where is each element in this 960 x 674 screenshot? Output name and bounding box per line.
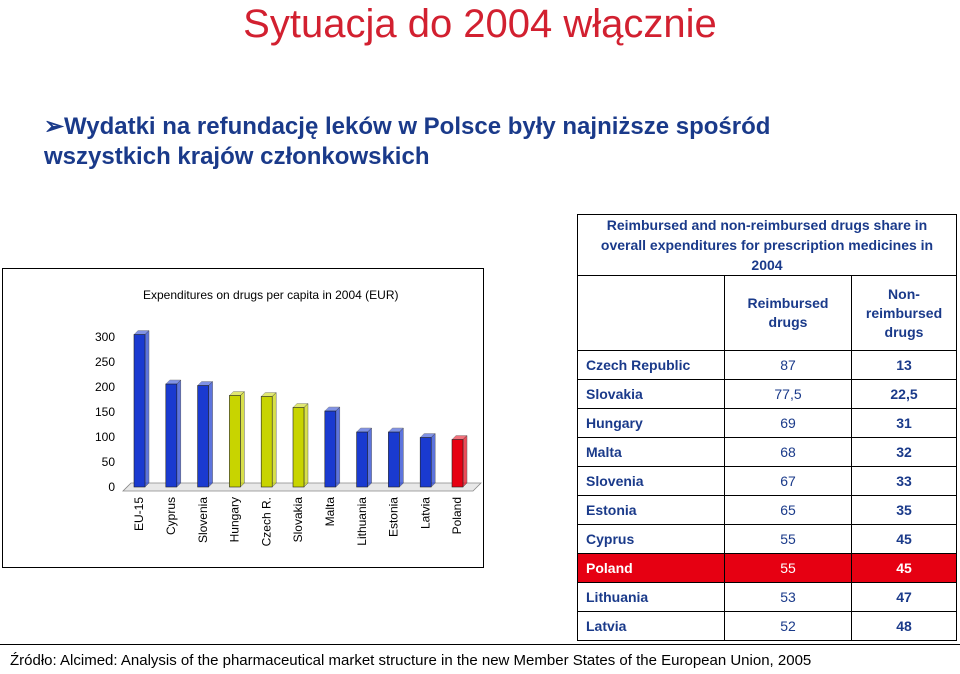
table-title: Reimbursed and non-reimbursed drugs share in overall expenditures for prescription medicines in 2004: [578, 215, 957, 276]
cell-nonreimbursed: 31: [852, 409, 957, 438]
cell-reimbursed: 67: [725, 467, 852, 496]
table-title-row: [578, 215, 957, 276]
cell-country: Poland: [578, 554, 725, 583]
bar-front: [166, 384, 177, 487]
table-row: [578, 409, 957, 438]
bar-front: [325, 411, 336, 487]
bullet-line-2: wszystkich krajów członkowskich: [44, 143, 430, 170]
bar-front: [198, 386, 209, 488]
bar-side: [304, 404, 308, 488]
table-row: [578, 554, 957, 583]
bar: [134, 331, 149, 488]
table-body: [578, 351, 957, 641]
table-row: [578, 351, 957, 380]
cell-nonreimbursed: 45: [852, 525, 957, 554]
cell-reimbursed: 65: [725, 496, 852, 525]
bar-front: [357, 432, 368, 487]
cell-country: Hungary: [578, 409, 725, 438]
slide-title: Sytuacja do 2004 włącznie: [243, 2, 717, 46]
bar: [325, 407, 340, 487]
bar-front: [261, 397, 272, 488]
bar-front: [134, 335, 145, 488]
arrow-bullet-icon: ➢: [44, 113, 65, 140]
source-divider: [0, 644, 960, 645]
cell-country: Latvia: [578, 612, 725, 641]
bar-front: [293, 408, 304, 488]
cell-reimbursed: 52: [725, 612, 852, 641]
share-table-container: [577, 214, 957, 634]
chart-title: Expenditures on drugs per capita in 2004 (EUR): [143, 288, 399, 302]
bar: [420, 434, 435, 488]
cell-reimbursed: 55: [725, 554, 852, 583]
table-row: [578, 583, 957, 612]
bar-front: [229, 396, 240, 488]
cell-nonreimbursed: 47: [852, 583, 957, 612]
cell-country: Slovakia: [578, 380, 725, 409]
y-tick-label: 300: [94, 330, 115, 344]
share-table: [577, 214, 957, 641]
table-row: [578, 525, 957, 554]
bar-side: [463, 436, 467, 488]
x-tick-label: Slovakia: [291, 497, 306, 543]
bar-side: [399, 428, 403, 487]
x-tick-label: Czech R.: [259, 497, 274, 547]
cell-reimbursed: 68: [725, 438, 852, 467]
cell-nonreimbursed: 22,5: [852, 380, 957, 409]
cell-nonreimbursed: 48: [852, 612, 957, 641]
bar-front: [452, 440, 463, 488]
header-empty-cell: [578, 276, 725, 351]
x-tick-label: Estonia: [386, 497, 401, 538]
header-reimbursed: Reimbursed drugs: [725, 276, 852, 351]
x-tick-label: Latvia: [418, 497, 433, 530]
cell-nonreimbursed: 45: [852, 554, 957, 583]
bar-side: [336, 407, 340, 487]
cell-country: Slovenia: [578, 467, 725, 496]
cell-country: Cyprus: [578, 525, 725, 554]
cell-nonreimbursed: 13: [852, 351, 957, 380]
table-row: [578, 467, 957, 496]
header-nonreimbursed: Non-reimbursed drugs: [852, 276, 957, 351]
table-header-row: [578, 276, 957, 351]
x-tick-label: Poland: [450, 497, 465, 535]
bar: [261, 393, 276, 488]
source-note: Źródło: Alcimed: Analysis of the pharmaceutical market structure in the new Member States of the European Union, 2005: [10, 652, 812, 669]
y-tick-label: 250: [94, 355, 115, 369]
bar-front: [388, 432, 399, 487]
cell-country: Lithuania: [578, 583, 725, 612]
x-tick-label: Slovenia: [195, 497, 210, 544]
table-row: [578, 380, 957, 409]
cell-country: Czech Republic: [578, 351, 725, 380]
bar: [452, 436, 467, 488]
table-row: [578, 612, 957, 641]
bar-front: [420, 438, 431, 488]
x-tick-label: Hungary: [227, 497, 242, 543]
cell-reimbursed: 87: [725, 351, 852, 380]
y-tick-label: 100: [94, 430, 115, 444]
chart-canvas: [3, 269, 483, 567]
table-row: [578, 496, 957, 525]
bar-side: [145, 331, 149, 488]
bar-side: [272, 393, 276, 488]
cell-nonreimbursed: 33: [852, 467, 957, 496]
x-tick-label: EU-15: [132, 497, 147, 532]
bar: [388, 428, 403, 487]
bullet-text: [44, 112, 864, 172]
bar-side: [177, 380, 181, 487]
cell-reimbursed: 69: [725, 409, 852, 438]
bar-side: [368, 428, 372, 487]
bar: [293, 404, 308, 488]
bar-chart: [2, 268, 484, 568]
x-tick-label: Lithuania: [354, 497, 369, 546]
table-row: [578, 438, 957, 467]
cell-nonreimbursed: 35: [852, 496, 957, 525]
y-tick-label: 150: [94, 405, 115, 419]
cell-nonreimbursed: 32: [852, 438, 957, 467]
cell-reimbursed: 55: [725, 525, 852, 554]
cell-reimbursed: 53: [725, 583, 852, 612]
bar-side: [431, 434, 435, 488]
bar: [357, 428, 372, 487]
y-tick-label: 0: [108, 480, 115, 494]
cell-reimbursed: 77,5: [725, 380, 852, 409]
bar: [198, 382, 213, 488]
bullet-line-1-text: Wydatki na refundację leków w Polsce były najniższe spośród: [64, 113, 771, 140]
bar-side: [240, 392, 244, 488]
y-tick-label: 50: [101, 455, 115, 469]
bar-side: [209, 382, 213, 488]
bar: [166, 380, 181, 487]
cell-country: Malta: [578, 438, 725, 467]
cell-country: Estonia: [578, 496, 725, 525]
bar: [229, 392, 244, 488]
x-tick-label: Malta: [322, 497, 337, 527]
bullet-line-1: [44, 112, 864, 142]
y-tick-label: 200: [94, 380, 115, 394]
x-tick-label: Cyprus: [163, 497, 178, 536]
